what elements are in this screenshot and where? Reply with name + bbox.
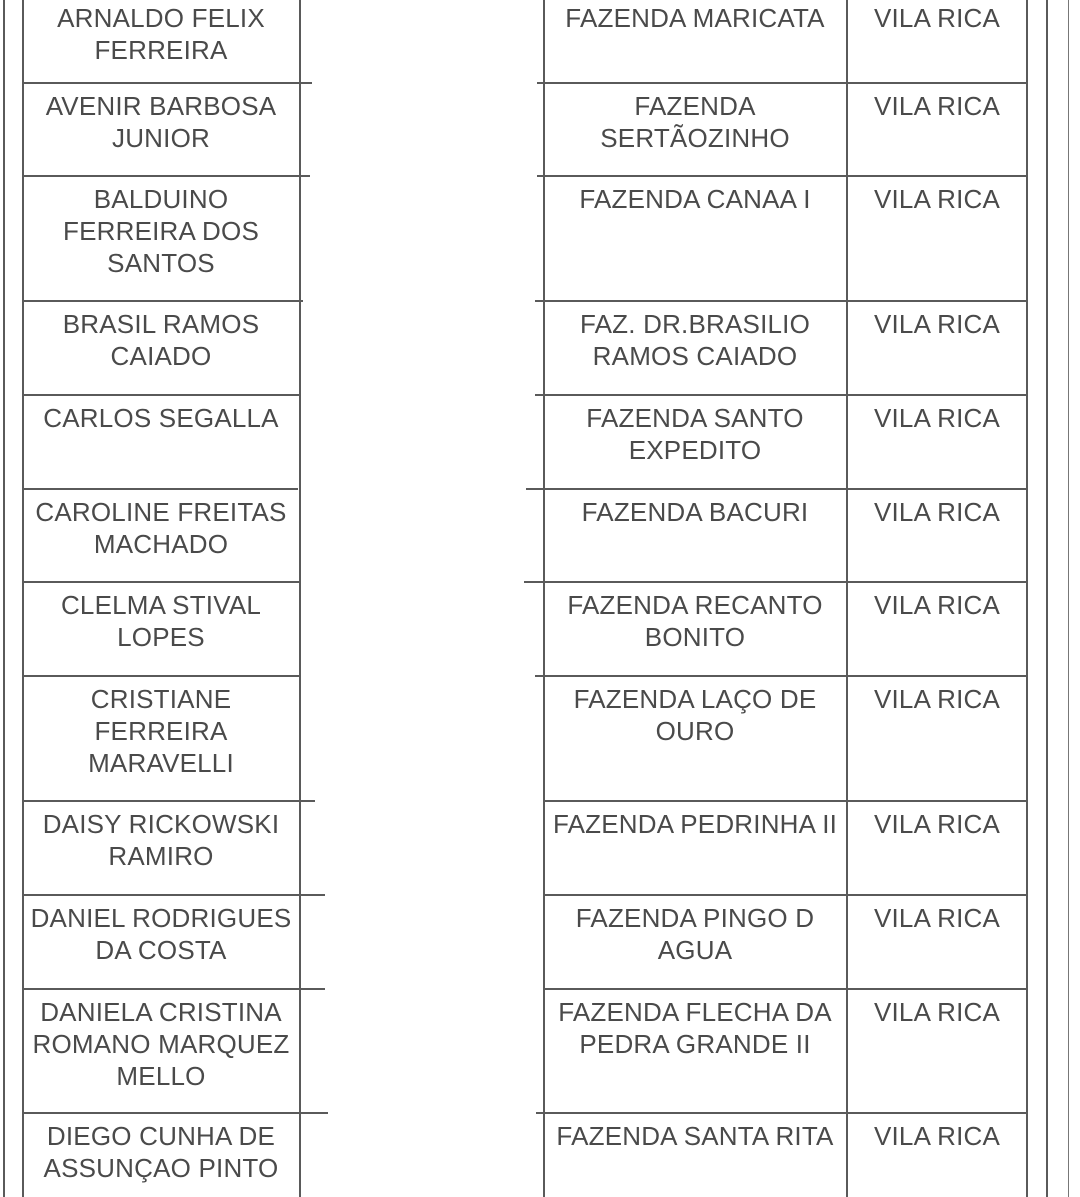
row-separator-left xyxy=(22,894,325,896)
cell-text-line: LOPES xyxy=(117,622,205,652)
farm-name-cell xyxy=(545,808,845,840)
row-separator-left xyxy=(22,988,325,990)
outer-border-left xyxy=(3,0,5,1197)
row-separator-left xyxy=(22,1112,328,1114)
cell-text-line: MELLO xyxy=(116,1061,206,1091)
cell-text-line: VILA RICA xyxy=(873,903,1001,933)
cell-text-line: FAZENDA CANAA I xyxy=(579,184,811,214)
row-separator-right xyxy=(543,800,1028,802)
owner-name-cell xyxy=(24,808,298,872)
city-cell xyxy=(848,308,1026,340)
city-cell xyxy=(848,2,1026,34)
owner-name-cell xyxy=(24,2,298,66)
owner-name-cell xyxy=(24,496,298,560)
city-cell xyxy=(848,683,1026,715)
cell-text-line: ROMANO MARQUEZ xyxy=(32,1029,290,1059)
city-cell xyxy=(848,808,1026,840)
owner-name-cell xyxy=(24,589,298,653)
cell-text-line: DA COSTA xyxy=(95,935,227,965)
cell-text-line: ASSUNÇAO PINTO xyxy=(43,1153,279,1183)
row-separator-left xyxy=(22,394,300,396)
cell-text-line: AVENIR BARBOSA xyxy=(45,91,277,121)
city-cell xyxy=(848,996,1026,1028)
farm-name-cell xyxy=(545,683,845,747)
row-separator-left xyxy=(22,488,298,490)
cell-text-line: VILA RICA xyxy=(873,997,1001,1027)
cell-text-line: CARLOS SEGALLA xyxy=(43,403,279,433)
cell-text-line: VILA RICA xyxy=(873,809,1001,839)
cell-text-line: SANTOS xyxy=(107,248,215,278)
cell-text-line: FAZ. DR.BRASILIO xyxy=(579,309,811,339)
cell-text-line: CRISTIANE xyxy=(90,684,232,714)
city-cell xyxy=(848,1120,1026,1152)
cell-text-line: FERREIRA xyxy=(94,35,228,65)
cell-text-line: VILA RICA xyxy=(873,590,1001,620)
cell-text-line: VILA RICA xyxy=(873,3,1001,33)
cell-text-line: PEDRA GRANDE II xyxy=(579,1029,811,1059)
cell-text-line: CAIADO xyxy=(110,341,212,371)
farm-name-cell xyxy=(545,2,845,34)
cell-text-line: EXPEDITO xyxy=(628,435,762,465)
cell-text-line: VILA RICA xyxy=(873,403,1001,433)
cell-text-line: VILA RICA xyxy=(873,684,1001,714)
cell-text-line: DIEGO CUNHA DE xyxy=(46,1121,276,1151)
farm-name-cell xyxy=(545,496,845,528)
owner-name-cell xyxy=(24,90,298,154)
cell-text-line: DANIELA CRISTINA xyxy=(40,997,282,1027)
city-cell xyxy=(848,589,1026,621)
cell-text-line: FAZENDA FLECHA DA xyxy=(558,997,832,1027)
cell-text-line: FAZENDA BACURI xyxy=(581,497,809,527)
row-separator-right xyxy=(543,988,1028,990)
city-cell xyxy=(848,90,1026,122)
owner-name-cell xyxy=(24,683,298,779)
farm-name-cell xyxy=(545,996,845,1060)
row-separator-right xyxy=(524,581,1028,583)
cell-text-line: BALDUINO xyxy=(93,184,229,214)
cell-text-line: VILA RICA xyxy=(873,497,1001,527)
cell-text-line: VILA RICA xyxy=(873,309,1001,339)
cell-text-line: FAZENDA SANTA RITA xyxy=(556,1121,834,1151)
row-separator-left xyxy=(22,82,312,84)
farm-name-cell xyxy=(545,589,845,653)
city-column-right-border xyxy=(1026,0,1028,1197)
row-separator-right xyxy=(526,488,1028,490)
row-separator-right xyxy=(543,894,1028,896)
cell-text-line: OURO xyxy=(655,716,735,746)
row-separator-right xyxy=(535,394,1028,396)
cell-text-line: FAZENDA RECANTO xyxy=(567,590,823,620)
cell-text-line: FERREIRA xyxy=(94,716,228,746)
cell-text-line: CLELMA STIVAL xyxy=(60,590,262,620)
farm-name-cell xyxy=(545,902,845,966)
page-edge-line xyxy=(1068,0,1069,1197)
cell-text-line: FAZENDA PEDRINHA II xyxy=(552,809,838,839)
city-cell xyxy=(848,496,1026,528)
row-separator-left xyxy=(22,581,299,583)
owner-name-cell xyxy=(24,996,298,1092)
city-cell xyxy=(848,183,1026,215)
farm-name-cell xyxy=(545,90,845,154)
row-separator-right xyxy=(537,175,1028,177)
cell-text-line: MARAVELLI xyxy=(88,748,234,778)
city-cell xyxy=(848,902,1026,934)
cell-text-line: FAZENDA LAÇO DE xyxy=(573,684,817,714)
cell-text-line: CAROLINE FREITAS xyxy=(35,497,287,527)
row-separator-left xyxy=(22,675,300,677)
cell-text-line: FAZENDA PINGO D xyxy=(575,903,815,933)
row-separator-left xyxy=(22,300,303,302)
cell-text-line: FAZENDA SANTO xyxy=(586,403,804,433)
cell-text-line: BRASIL RAMOS xyxy=(62,309,260,339)
name-column-right-border xyxy=(299,0,301,1197)
farm-name-cell xyxy=(545,183,845,215)
cell-text-line: DAISY RICKOWSKI xyxy=(42,809,280,839)
cell-text-line: MACHADO xyxy=(93,529,229,559)
cell-text-line: VILA RICA xyxy=(873,1121,1001,1151)
owner-name-cell xyxy=(24,402,298,434)
row-separator-right xyxy=(537,82,1028,84)
cell-text-line: BONITO xyxy=(644,622,746,652)
cell-text-line: FAZENDA xyxy=(634,91,756,121)
cell-text-line: VILA RICA xyxy=(873,91,1001,121)
cell-text-line: JUNIOR xyxy=(112,123,210,153)
cell-text-line: RAMOS CAIADO xyxy=(592,341,798,371)
owner-name-cell xyxy=(24,1120,298,1184)
cell-text-line: FERREIRA DOS xyxy=(63,216,259,246)
owner-name-cell xyxy=(24,183,298,279)
outer-border-right xyxy=(1046,0,1048,1197)
cell-text-line: SERTÃOZINHO xyxy=(600,123,790,153)
row-separator-right xyxy=(535,300,1028,302)
cell-text-line: FAZENDA MARICATA xyxy=(565,3,825,33)
cell-text-line: RAMIRO xyxy=(108,841,214,871)
owner-name-cell xyxy=(24,308,298,372)
cell-text-line: VILA RICA xyxy=(873,184,1001,214)
cell-text-line: DANIEL RODRIGUES xyxy=(30,903,292,933)
farm-name-cell xyxy=(545,308,845,372)
farm-name-cell xyxy=(545,402,845,466)
row-separator-left xyxy=(22,800,315,802)
row-separator-right xyxy=(535,675,1028,677)
cell-text-line: ARNALDO FELIX xyxy=(57,3,265,33)
farm-name-cell xyxy=(545,1120,845,1152)
owner-name-cell xyxy=(24,902,298,966)
city-cell xyxy=(848,402,1026,434)
cell-text-line: AGUA xyxy=(657,935,733,965)
row-separator-right xyxy=(536,1112,1028,1114)
row-separator-left xyxy=(22,175,310,177)
